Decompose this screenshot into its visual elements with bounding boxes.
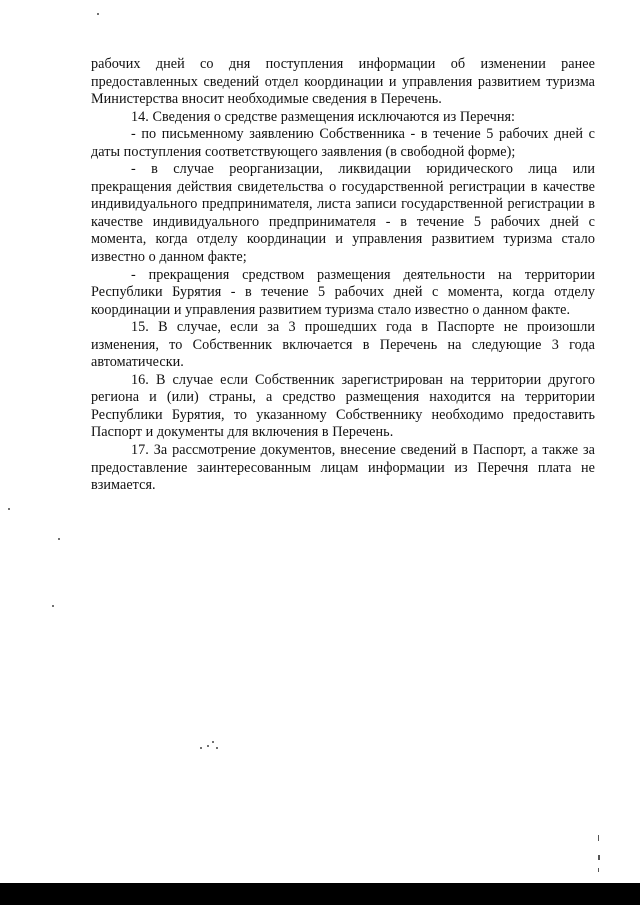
- scan-speck: [52, 605, 54, 607]
- scan-bottom-border: [0, 883, 640, 905]
- scan-edge-mark: [598, 835, 599, 841]
- scan-speck: [216, 747, 218, 749]
- paragraph-17: 17. За рассмотрение документов, внесение сведений в Паспорт, а также за предоставление заинтересованным лицам информации из Перечня плата не взимается.: [91, 442, 595, 494]
- document-body: [91, 56, 595, 495]
- scan-speck: [97, 13, 99, 15]
- scan-edge-mark: [598, 855, 600, 860]
- scan-speck: [207, 745, 209, 747]
- scan-edge-mark: [598, 868, 599, 872]
- scan-speck: [58, 538, 60, 540]
- paragraph-15: 15. В случае, если за 3 прошедших года в Паспорте не произошли изменения, то Собственник включается в Перечень на следующие 3 года автоматически.: [91, 319, 595, 371]
- paragraph-continued: рабочих дней со дня поступления информации об изменении ранее предоставленных сведений отдел координации и управления развитием туризма Министерства вносит необходимые сведения в Перечень.: [91, 56, 595, 108]
- paragraph-14-heading: 14. Сведения о средстве размещения исключаются из Перечня:: [131, 108, 516, 125]
- scan-speck: [200, 747, 202, 749]
- paragraph-14-item-termination: - прекращения средством размещения деятельности на территории Республики Бурятия - в течение 5 рабочих дней с момента, когда отделу координации и управления развитием туризма стало известно о данном факте.: [91, 266, 595, 318]
- paragraph-14-item-reorganization: - в случае реорганизации, ликвидации юридического лица или прекращения действия свидетельства о государственной регистрации в качестве индивидуального предпринимателя, листа записи государственной регистрации в качестве индивидуального предпринимателя - в течение 5 рабочих дней с момента, когда отделу координации и управления развитием туризма стало известно о данном факте;: [91, 161, 595, 266]
- scan-speck: [8, 508, 10, 510]
- paragraph-16: 16. В случае если Собственник зарегистрирован на территории другого региона и (или) страны, а средство размещения находится на территории Республики Бурятия, то указанному Собственнику необходимо предоставить Паспорт и документы для включения в Перечень.: [91, 371, 595, 441]
- scan-speck: [212, 741, 214, 743]
- paragraph-14-item-written-request: - по письменному заявлению Собственника - в течение 5 рабочих дней с даты поступления соответствующего заявления (в свободной форме);: [91, 126, 595, 160]
